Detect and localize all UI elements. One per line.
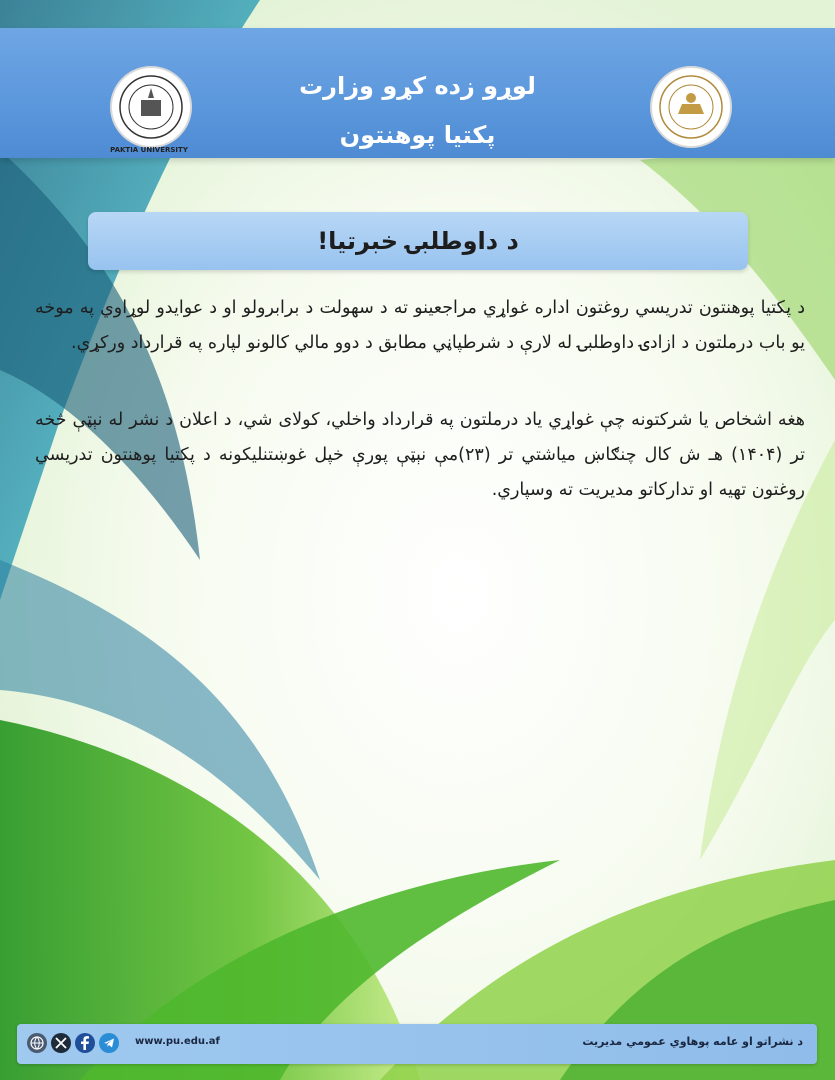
footer-bar [17, 1024, 817, 1064]
globe-icon[interactable] [27, 1033, 47, 1053]
announcement-title-box [88, 212, 748, 270]
facebook-icon[interactable] [75, 1033, 95, 1053]
header-banner [0, 28, 835, 158]
ministry-title: لوړو زده کړو وزارت [299, 72, 536, 100]
announcement-paragraph: هغه اشخاص یا شرکتونه چې غواړي یاد درملتون په قرارداد واخلي، کولای شي، د اعلان د نشر له نېټې څخه تر (۱۴۰۴) هـ ش کال چنګاښ میاشتي تر (۲۳)مې نېټې پورې خپل غوښتنلیکونه د پکتیا پوهنتون تدریسي روغتون تهیه او تدارکاتو مدیریت ته وسپاري. [35, 410, 806, 500]
university-title: پکتیا پوهنتون [339, 121, 496, 149]
announcement-title: د داوطلبۍ خبرتیا! [317, 227, 519, 255]
ministry-logo [650, 66, 732, 148]
announcement-paragraph: د پکتیا پوهنتون تدریسي روغتون اداره غواړي مراجعینو ته د سهولت د برابرولو او د عوایدو لوړاوي په موخه یو باب درملتون د ازادۍ داوطلبۍ له لارې د شرطپاڼي مطابق د دوو مالي کالونو لپاره په قرارداد ورکړي. [35, 298, 805, 353]
telegram-icon[interactable] [99, 1033, 119, 1053]
footer-department: د نشراتو او عامه پوهاوي عمومي مدیریت [582, 1035, 803, 1048]
x-icon[interactable] [51, 1033, 71, 1053]
website-link[interactable]: www.pu.edu.af [135, 1036, 220, 1047]
left-logo-label: PAKTIA UNIVERSITY [110, 146, 188, 154]
